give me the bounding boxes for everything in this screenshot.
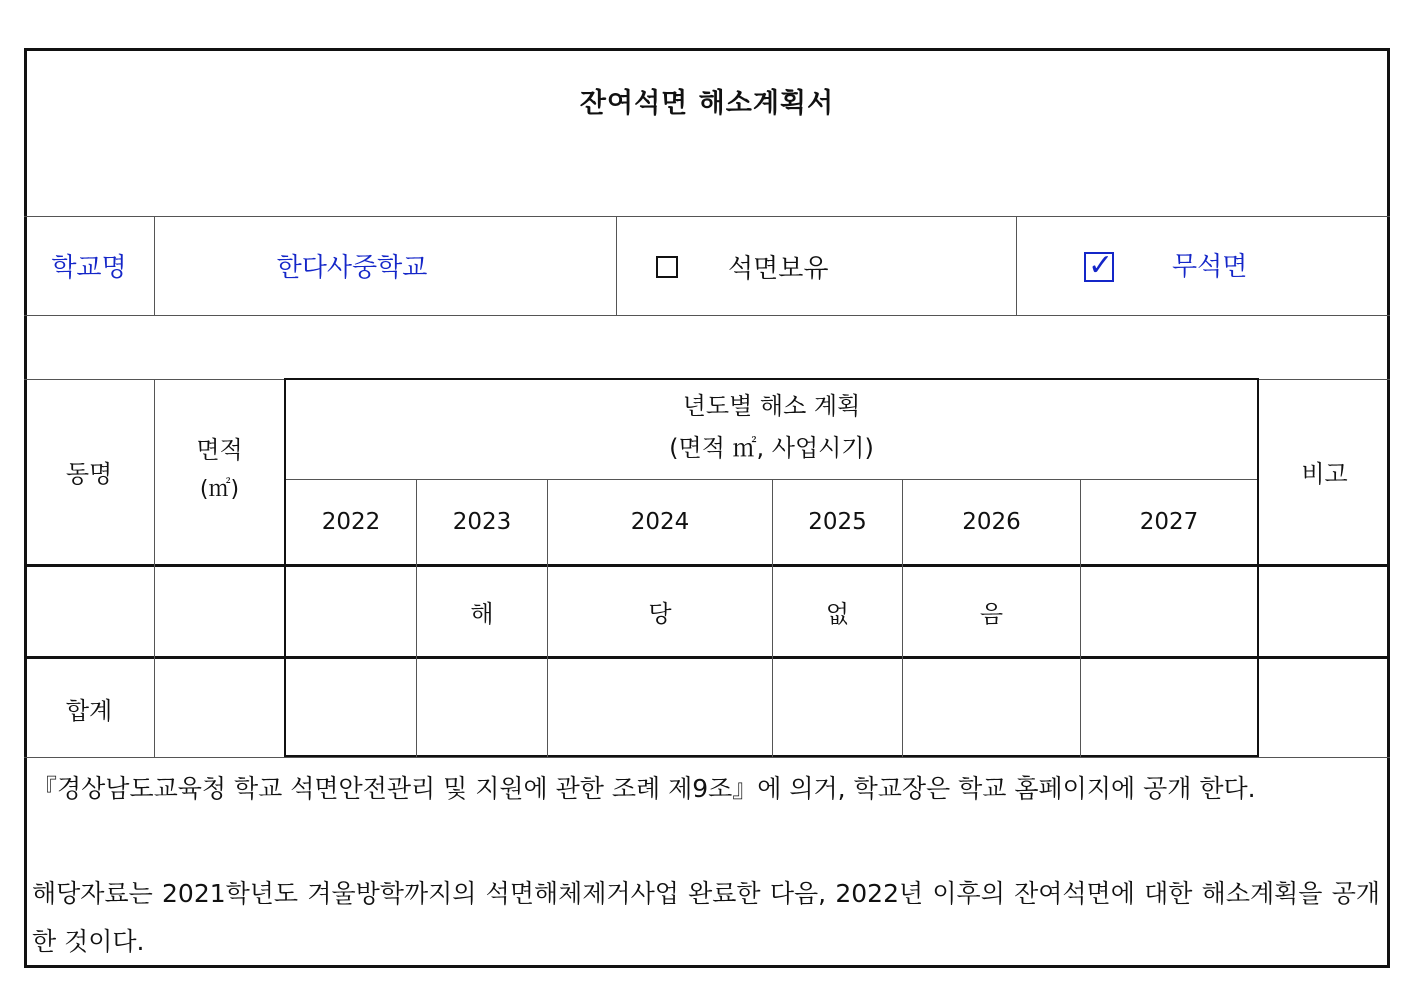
asbestos-option-label: 석면보유 bbox=[728, 254, 829, 284]
school-label: 학교명 bbox=[51, 253, 127, 283]
year-2022: 2022 bbox=[321, 509, 381, 535]
header-remark: 비고 bbox=[1301, 460, 1348, 488]
school-name: 한다사중학교 bbox=[276, 253, 428, 283]
header-plan-subtitle: (면적 ㎡, 사업시기) bbox=[669, 434, 874, 462]
year-2027: 2027 bbox=[1139, 509, 1199, 535]
year-2024: 2024 bbox=[630, 509, 690, 535]
document-title: 잔여석면 해소계획서 bbox=[579, 87, 835, 119]
header-plan-title: 년도별 해소 계획 bbox=[682, 392, 861, 420]
no-asbestos-checkbox[interactable] bbox=[1084, 248, 1114, 283]
note-legal-basis: 『경상남도교육청 학교 석면안전관리 및 지원에 관한 조례 제9조』에 의거, 학교장은 학교 홈페이지에 공개 한다. bbox=[32, 774, 1256, 803]
data-row-text-4: 음 bbox=[979, 600, 1004, 628]
no-asbestos-option-label: 무석면 bbox=[1172, 252, 1248, 282]
data-row-text-2: 당 bbox=[648, 600, 672, 628]
data-row-text-3: 없 bbox=[825, 600, 850, 628]
note-data-scope: 해당자료는 2021학년도 겨울방학까지의 석면해체제거사업 완료한 다음, 2022년 이후의 잔여석면에 대한 해소계획을 공개한 것이다. bbox=[32, 879, 1380, 956]
header-area-label: 면적 bbox=[196, 436, 243, 464]
header-area bbox=[155, 430, 284, 520]
header-building: 동명 bbox=[65, 460, 113, 488]
header-area-unit: (㎡) bbox=[199, 477, 240, 502]
header-plan bbox=[286, 385, 1257, 475]
year-2023: 2023 bbox=[452, 509, 512, 535]
total-label: 합계 bbox=[65, 696, 113, 725]
no-asbestos-option[interactable] bbox=[1084, 250, 1284, 284]
checkmark-icon: ✓ bbox=[1088, 248, 1114, 283]
year-2026: 2026 bbox=[962, 509, 1021, 535]
data-row-text-1: 해 bbox=[470, 600, 494, 628]
asbestos-option[interactable] bbox=[656, 254, 856, 284]
asbestos-checkbox[interactable] bbox=[656, 256, 678, 278]
year-2025: 2025 bbox=[808, 509, 867, 535]
